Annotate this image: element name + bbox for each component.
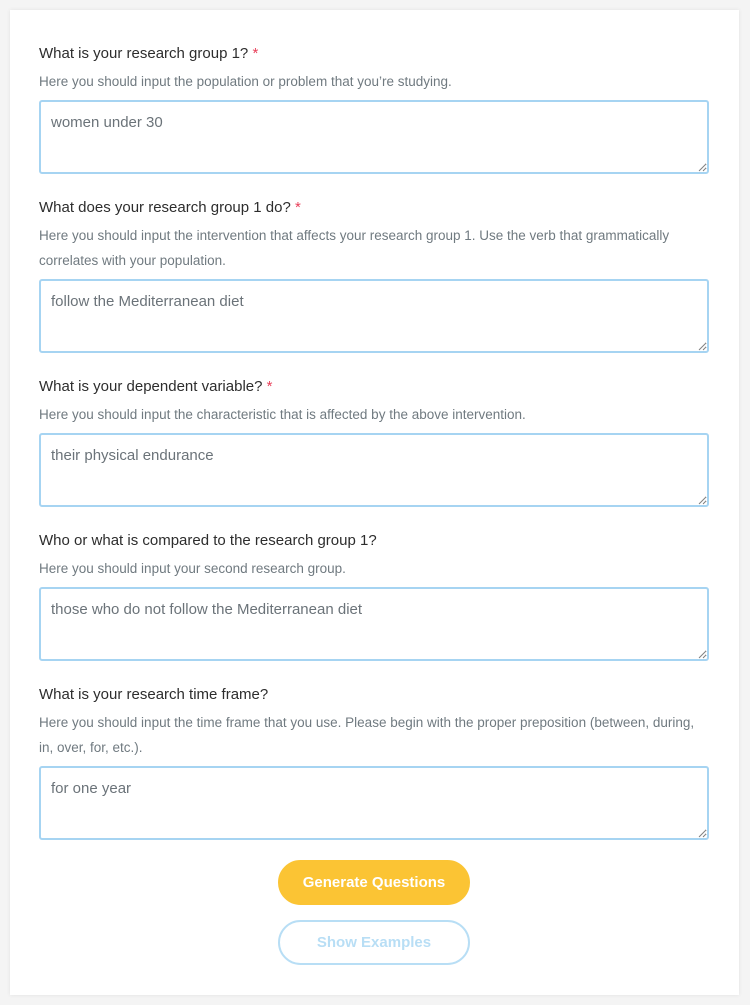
required-marker: * — [295, 199, 301, 216]
generate-questions-button[interactable]: Generate Questions — [278, 860, 470, 905]
dependent-variable-input[interactable] — [39, 433, 709, 507]
required-marker: * — [266, 378, 273, 395]
field-help-text: Here you should input the intervention that affects your research group 1. Use the verb that grammatically correlates with your population. — [39, 228, 670, 268]
field-research-group-1 — [39, 45, 709, 174]
field-help-text: Here you should input the time frame that you use. Please begin with the proper preposition (between, during, in, over, for, etc.). — [39, 715, 695, 755]
field-label: Who or what is compared to the research group 1? — [39, 532, 377, 549]
research-group-1-input[interactable] — [39, 100, 709, 174]
show-examples-button[interactable]: Show Examples — [278, 920, 470, 965]
field-help-text: Here you should input your second research group. — [39, 561, 346, 576]
field-comparison-group — [39, 532, 709, 661]
field-time-frame — [39, 686, 709, 840]
field-label: What is your research group 1? * — [39, 45, 259, 62]
field-label: What is your research time frame? — [39, 686, 269, 703]
research-group-action-input[interactable] — [39, 279, 709, 353]
field-help-text: Here you should input the characteristic that is affected by the above intervention. — [39, 407, 526, 422]
required-marker: * — [252, 45, 259, 62]
field-label: What does your research group 1 do? * — [39, 199, 301, 216]
field-research-group-action — [39, 199, 709, 353]
field-dependent-variable — [39, 378, 709, 507]
comparison-group-input[interactable] — [39, 587, 709, 661]
question-generator-form — [10, 10, 739, 995]
field-help-text: Here you should input the population or problem that you’re studying. — [39, 74, 452, 89]
time-frame-input[interactable] — [39, 766, 709, 840]
field-label: What is your dependent variable? * — [39, 378, 273, 395]
